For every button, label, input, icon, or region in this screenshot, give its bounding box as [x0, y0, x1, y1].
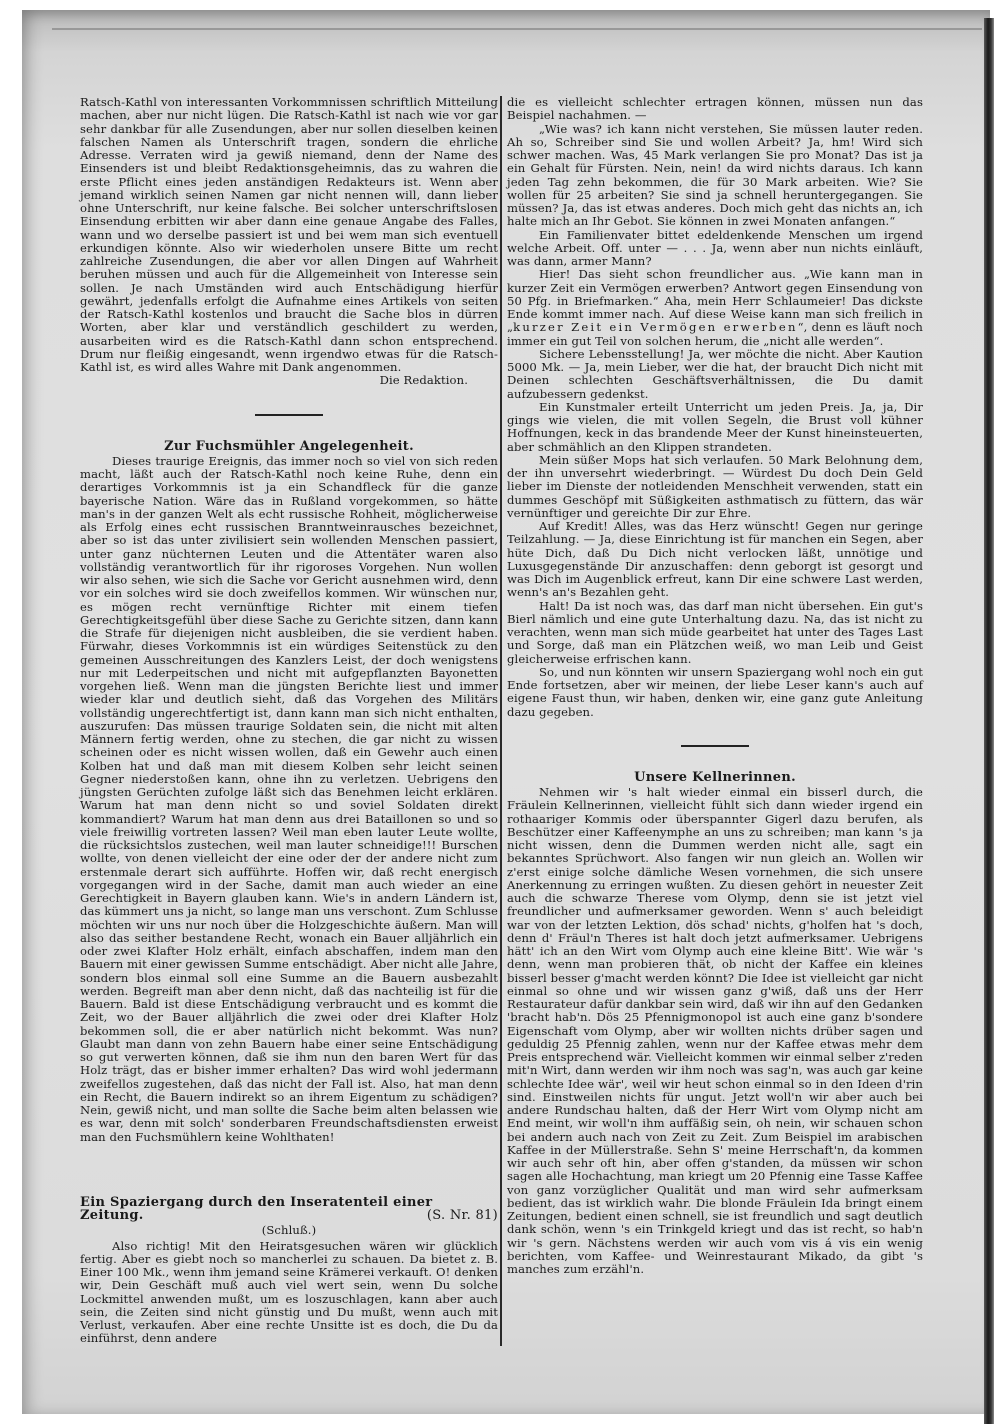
article-spaziergang	[80, 1196, 498, 1346]
paragraph: Halt! Da ist noch was, das darf man nicht übersehen. Ein gut's Bierl nämlich und eine gute Unterhaltung dazu. Na, das ist nicht zu verachten, wenn man sich müde gearbeitet hat unter des Tages Last und Sorge, daß man ein Plätzchen weiß, wo man Leib und Geist gleicherweise erfrischen kann.	[507, 598, 923, 666]
article-fuchsmuehl	[80, 440, 498, 1144]
article-reference: (S. Nr. 81)	[426, 1208, 498, 1223]
paragraph: Ein Kunstmaler erteilt Unterricht um jeden Preis. Ja, ja, Dir gings wie vielen, die mit vollen Segeln, die Brust voll kühner Hoffnungen, keck in das brandende Meer der Kunst hineinsteuerten, aber schmählich an den Klippen strandeten.	[507, 399, 923, 454]
paragraph: So, und nun könnten wir unsern Spaziergang wohl noch ein gut Ende fortsetzen, aber wir meinen, der liebe Leser kann's auch auf eigene Faust thun, wir haben, denken wir, eine ganz gute Anleitung dazu gegeben.	[507, 664, 923, 719]
paragraph-text: Hier! Das sieht schon freundlicher aus. „Wie kann man in kurzer Zeit ein Vermögen erwerben? Antwort gegen Einsendung von 50 Pfg. in Briefmarken.“ Aha, mein Herr Schlaumeier! Das dickste Ende kommt immer nach. Auf diese Weise kann man sich freilich in „	[507, 267, 923, 335]
article-body: Nehmen wir 's halt wieder einmal ein bisserl durch, die Fräulein Kellnerinnen, vielleicht fühlt sich dann wieder irgend ein rothaariger Kommis oder überspannter Gigerl dazu berufen, als Beschützer einer Kaffeenymphe an uns zu schreiben; man kann 's ja nicht wissen, denn die Dummen werden nicht alle, sagt ein bekanntes Sprüchwort. Also fangen wir nun gleich an. Wollen wir z'erst einige solche dämliche Wesen vornehmen, die sich unsere Anerkennung zu erringen wußten. Zu diesen gehört in neuester Zeit auch die schwarze Therese vom Olymp, denn sie ist jetzt viel freundlicher und aufmerksamer geworden. Wenn s' auch beleidigt war von der letzten Lektion, dös schad' nichts, g'holfen hat 's doch, denn d' Fräul'n Theres ist halt doch jetzt aufmerksamer. Uebrigens hätt' ich an den Wirt vom Olymp auch eine kleine Bitt'. Wie wär 's denn, wenn man probieren thät, ob nicht der Kaffee ein kleines bisserl besser g'macht werden könnt? Die Idee ist vielleicht gar nicht einmal so ohne und wir wissen ganz g'wiß, daß uns der Herr Restaurateur dafür dankbar sein wird, daß wir ihn auf den Gedanken 'bracht hab'n. Dös 25 Pfennigmonopol ist auch eine ganz b'sondere Eigenschaft vom Olymp, aber wir wollten nichts drüber sagen und geduldig 25 Pfennig zahlen, wenn nur der Kaffee etwas mehr dem Preis entsprechend wär. Vielleicht kommen wir einmal selber z'reden mit'n Wirt, dann werden wir ihm noch was sag'n, was auch gar keine schlechte Idee wär', weil wir heut schon einmal so in den Ideen d'rin sind. Einstweilen nichts für ungut. Jetzt woll'n wir aber auch bei andere Rundschau halten, daß der Herr Wirt vom Olymp nicht am End meint, wir woll'n ihm auffäßig sein, oh nein, wir schauen schon bei andern auch nach von Zeit zu Zeit. Zum Beispiel im arabischen Kaffee in der Müllerstraße. Sehn S' meine Herrschaft'n, da kommen wir auch sehr oft hin, aber offen g'standen, da müssen wir schon sagen alle Hochachtung, man kriegt um 20 Pfennig eine Tasse Kaffee von ganz vorzüglicher Qualität und man wird sehr aufmerksam bedient, das ist wirklich wahr. Die blonde Fräulein Ida bringt einem Zeitungen, bedient einen schnell, sie ist freundlich und sagt deutlich dank schön, wenn 's ein Trinkgeld kriegt und das ist recht, so hab'n wir 's gern. Nächstens werden wir auch vom vis á vis ein wenig berichten, vom Kaffee- und Weinrestaurant Mikado, da gibt 's manches zum erzähl'n.	[507, 785, 923, 1276]
article-spaziergang-continued	[507, 96, 923, 719]
paragraph: Auf Kredit! Alles, was das Herz wünscht! Gegen nur geringe Teilzahlung. — Ja, diese Einrichtung ist für manchen ein Segen, aber hüte Dich, daß Du Dich nicht verlocken läßt, unnötige und Luxusgegenstände Dir anzuschaffen: denn geborgt ist gesorgt und was Dich im Augenblick erfreut, kann Dir eine schwere Last werden, wenn's an's Bezahlen geht.	[507, 519, 923, 600]
editorial-signature: Die Redaktion.	[379, 373, 468, 388]
paragraph: „Wie was? ich kann nicht verstehen, Sie müssen lauter reden. Ah so, Schreiber sind Sie und wollen Arbeit? Ja, hm! Wird sich schwer machen. Was, 45 Mark verlangen Sie pro Monat? Das ist ja ein Gehalt für Fürsten. Nein, nein! da wird nichts daraus. Ich kann jeden Tag zehn bekommen, die für 30 Mark arbeiten. Wie? Sie wollen für 25 arbeiten? Sie sind ja schnell heruntergegangen. Sie müssen? Ja, das ist etwas anderes. Doch mich geht das nichts an, ich halte mich an Ihr Gebot. Sie können in zwei Monaten anfangen.“	[507, 121, 923, 229]
article-body: Dieses traurige Ereignis, das immer noch so viel von sich reden macht, läßt auch der Ratsch-Kathl noch keine Ruhe, denn ein derartiges Vorkommnis ist ja ein Schandfleck für die ganze bayerische Nation. Wäre das in Rußland vorgekommen, so hätte man's in der ganzen Welt als echt russische Rohheit, möglicherweise als Erfolg eines echt russischen Branntweinrausches bezeichnet, aber so ist das unter zivilisiert sein wollenden Menschen passiert, unter ganz nüchternen Leuten und die Attentäter waren also vollständig verantwortlich für ihr rigoroses Vorgehen. Nun wollen wir also sehen, wie sich die Sache vor Gericht ausnehmen wird, denn vor ein solches wird sie doch zweifellos kommen. Wir wünschen nur, es mögen recht vernünftige Richter mit einem tiefen Gerechtigkeitsgefühl über diese Sache zu Gerichte sitzen, dann kann die Strafe für diejenigen nicht ausbleiben, die sie verdient haben. Fürwahr, dieses Vorkommnis ist ein würdiges Seitenstück zu den gemeinen Ausschreitungen des Kanzlers Leist, der doch wenigstens nur mit Lederpeitschen und nicht mit aufgepflanzten Bayonetten vorgehen ließ. Wenn man die jüngsten Berichte liest und immer wieder klar und deutlich sieht, daß das Vorgehen des Militärs vollständig ungerechtfertigt ist, dann kann man sich nicht enthalten, auszurufen: Das müssen traurige Soldaten sein, die nicht mit alten Männern fertig werden, ohne zu stechen, die gar nicht zu wissen scheinen oder es nicht wissen wollen, daß ein Gewehr auch einen Kolben hat und daß man mit diesem Kolben sehr leicht seinen Gegner niederstoßen kann, ohne ihn zu verletzen. Uebrigens den jüngsten Gerüchten zufolge läßt sich das Benehmen leicht erklären. Warum hat man denn nicht so und soviel Soldaten direkt kommandiert? Warum hat man denn aus drei Bataillonen so und so viele freiwillig vortreten lassen? Weil man eben lauter Leute wollte, die rücksichtslos zustechen, weil man lauter schneidige!!! Burschen wollte, von denen vielleicht der eine oder der der andere nicht zum erstenmale derart sich aufführte. Hoffen wir, daß recht energisch vorgegangen wird in der Sache, damit man auch wieder an eine Gerechtigkeit in Bayern glauben kann. Wie's in andern Ländern ist, das kümmert uns ja nicht, so lange man uns verschont. Zum Schlusse möchten wir uns nur noch über die Holzgeschichte äußern. Man will also das seither bestandene Recht, wonach ein Bauer alljährlich ein oder zwei Klafter Holz erhält, einfach abschaffen, indem man den Bauern mit einer gewissen Summe entschädigt. Aber nicht alle Jahre, sondern blos einmal soll eine Summe an die Bauern ausbezahlt werden. Begreift man aber denn nicht, daß das nachteilig ist für die Bauern. Bald ist diese Entschädigung verbraucht und es kommt die Zeit, wo der Bauer alljährlich die zwei oder drei Klafter Holz bekommen soll, die er aber natürlich nicht bekommt. Was nun? Glaubt man dann von zehn Bauern habe einer seine Entschädigung so gut verwerten können, daß sie ihm nun den baren Wert für das Holz trägt, das er bisher immer erhalten? Das wird wohl jedermann zweifellos zugestehen, daß das nicht der Fall ist. Also, hat man denn ein Recht, die Bauern indirekt so an ihrem Eigentum zu schädigen? Nein, gewiß nicht, und man sollte die Sache beim alten belassen wie es war, denn mit solch' sonderbaren Freundschaftsdiensten erweist man den Fuchsmühlern keine Wohlthaten!	[80, 453, 498, 1144]
paragraph: die es vielleicht schlechter ertragen können, müssen nun das Beispiel nachahmen. —	[507, 95, 923, 123]
editorial-notice-text: Ratsch-Kathl von interessanten Vorkommnissen schriftlich Mitteilung machen, aber nur nicht lügen. Die Ratsch-Kathl ist nach wie vor gar sehr dankbar für alle Zusendungen, aber nur sollen dieselben keinen falschen Namen als Unterschrift tragen, sondern die ehrliche Adresse. Verraten wird ja gewiß niemand, denn der Name des Einsenders ist und bleibt Redaktionsgeheimnis, das zu wahren die erste Pflicht eines jeden anständigen Redakteurs ist. Wenn aber jemand wirklich seinen Namen gar nicht nennen will, dann lieber ohne Unterschrift, nur keine falsche. Bei solcher unterschriftslosen Einsendung erbitten wir aber dann eine genaue Angabe des Falles, wann und wo derselbe passiert ist und bei wem man sich eventuell erkundigen könnte. Also wir wiederholen unsere Bitte um recht zahlreiche Zusendungen, die aber vor allen Dingen auf Wahrheit beruhen müssen und auch für die Allgemeinheit von Interesse sein sollen. Je nach Umständen wird auch Entschädigung hierfür gewährt, jedenfalls erfolgt die Aufnahme eines Artikels von seiten der Ratsch-Kathl kostenlos und braucht die Sache blos in dürren Worten, aber klar und verständlich geschildert zu werden, ausarbeiten wird es die Ratsch-Kathl dann schon entsprechend. Drum nur fleißig eingesandt, wenn irgendwo etwas für die Ratsch-Kathl ist, es wird alles Wahre mit Dank angenommen.	[80, 95, 498, 374]
column-divider	[500, 96, 502, 1346]
section-rule	[255, 414, 323, 416]
paragraph-text: “, denn es läuft noch immer ein gut Teil von solchen herum, die „nicht alle werden“.	[507, 320, 923, 348]
article-title: Unsere Kellnerinnen.	[634, 769, 796, 785]
article-title-line	[80, 1196, 498, 1223]
paragraph: Ein Familienvater bittet edeldenkende Menschen um irgend welche Arbeit. Off. unter — . . . Ja, wenn aber nun nichts einläuft, was dann, armer Mann?	[507, 227, 923, 268]
paragraph	[507, 268, 923, 348]
page-binding-edge	[984, 18, 994, 1424]
section-spacer	[80, 1144, 498, 1196]
article-kellnerinnen	[507, 771, 923, 1277]
article-title: Zur Fuchsmühler Angelegenheit.	[164, 438, 414, 454]
page-top-rule	[52, 28, 982, 30]
paragraph: Mein süßer Mops hat sich verlaufen. 50 Mark Belohnung dem, der ihn unversehrt wiederbringt. — Würdest Du doch Dein Geld lieber im Dienste der notleidenden Menschheit verwenden, statt ein dummes Geschöpf mit Süßigkeiten asthmatisch zu füttern, das wär vernünftiger und gereichte Dir zur Ehre.	[507, 452, 923, 520]
left-column	[80, 96, 498, 1346]
article-body: Also richtig! Mit den Heiratsgesuchen wären wir glücklich fertig. Aber es giebt noch so mancherlei zu schauen. Da bietet z. B. Einer 100 Mk., wenn ihm jemand seine Krämerei verkauft. O! denken wir, Dein Geschäft muß auch viel wert sein, wenn Du solche Lockmittel anwenden mußt, um es loszuschlagen, kann aber auch sein, die Zeiten sind nicht günstig und Du mußt, wenn auch mit Verlust, verkaufen. Aber eine rechte Unsitte ist es doch, die Du da einführst, denn andere	[80, 1238, 498, 1346]
right-column	[507, 96, 923, 1276]
article-subtitle: (Schluß.)	[261, 1223, 317, 1238]
paragraph: Sichere Lebensstellung! Ja, wer möchte die nicht. Aber Kaution 5000 Mk. — Ja, mein Lieber, wer die hat, der braucht Dich nicht mit Deinen schlechten Geschäftsverhältnissen, die Du damit aufzubessern gedenkst.	[507, 346, 923, 401]
spaced-emphasis: kurzer Zeit ein Vermögen erwerben	[513, 320, 798, 335]
article-title: Ein Spaziergang durch den Inseratenteil einer Zeitung.	[80, 1194, 433, 1223]
editorial-notice	[80, 96, 498, 388]
section-rule	[681, 745, 749, 747]
